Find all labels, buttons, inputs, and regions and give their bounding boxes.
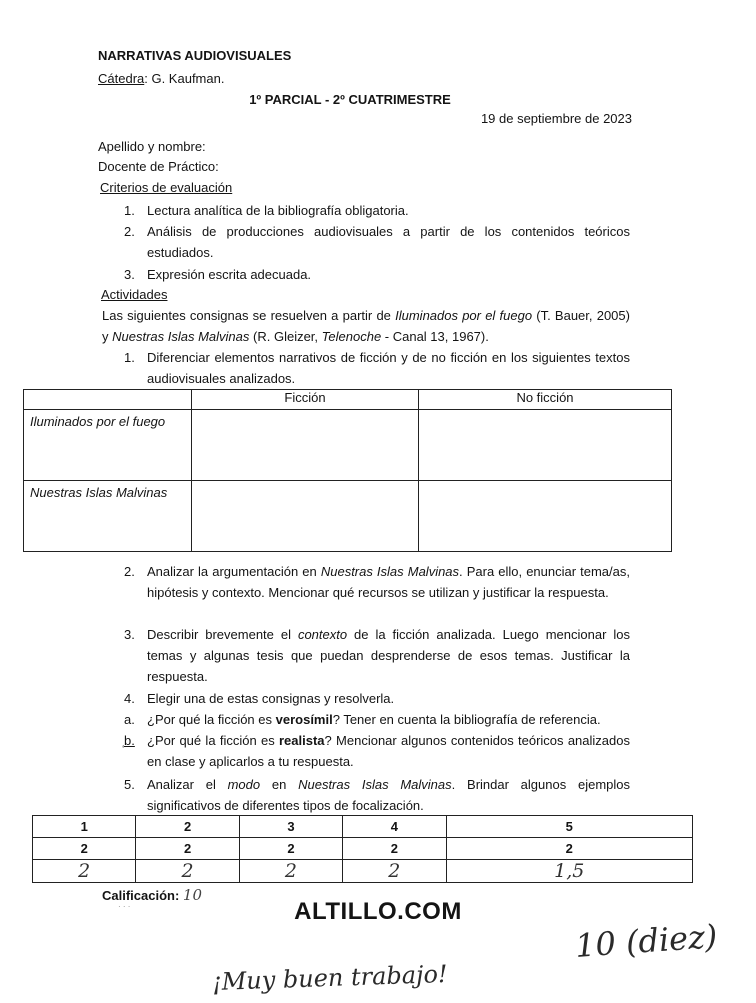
table-row <box>24 481 672 552</box>
grade-cell: 1 <box>33 816 136 838</box>
actividades-heading: Actividades <box>101 287 168 302</box>
catedra-line <box>98 71 224 86</box>
answer-cell[interactable] <box>192 410 419 481</box>
exam-heading: 1º PARCIAL - 2º CUATRIMESTRE <box>249 92 451 107</box>
item-letter: b. <box>124 733 135 748</box>
film-title: Nuestras Islas Malvinas <box>112 329 250 344</box>
intro-text: - Canal 13, 1967). <box>381 329 489 344</box>
criterio-text: Expresión escrita adecuada. <box>147 267 312 282</box>
scan-dots: · · · <box>118 902 131 911</box>
criterio-number: 1. <box>124 203 135 218</box>
handwritten-score: 2 <box>239 860 342 883</box>
max-points-row <box>33 838 693 860</box>
table-header-row <box>24 390 672 410</box>
calificacion-label: Calificación: <box>102 888 180 903</box>
activity-item-4 <box>124 688 630 709</box>
activity-item-1 <box>124 347 630 389</box>
handwritten-tick-mark: ʻ <box>122 744 125 756</box>
name-field-label: Apellido y nombre: <box>98 139 206 154</box>
criterio-item <box>124 221 630 263</box>
activity-item-5 <box>124 774 630 816</box>
grade-cell: 4 <box>343 816 446 838</box>
grade-cell: 2 <box>33 838 136 860</box>
item-text: Analizar la argumentación en Nuestras Islas Malvinas. Para ello, enunciar tema/as, hipótesis y contexto. Mencionar qué recursos se utilizan y justificar la respuesta. <box>147 564 630 600</box>
exam-date: 19 de septiembre de 2023 <box>480 111 632 126</box>
grade-cell: 2 <box>136 838 239 860</box>
activity-item-b <box>124 730 630 772</box>
answer-cell[interactable] <box>419 481 672 552</box>
intro-text: (R. Gleizer, <box>249 329 322 344</box>
docente-field-label: Docente de Práctico: <box>98 159 219 174</box>
handwritten-comment: ¡Muy buen trabajo! <box>211 959 449 997</box>
criterio-item <box>124 264 630 285</box>
grade-cell: 2 <box>446 838 693 860</box>
film-title: Iluminados por el fuego <box>395 308 533 323</box>
item-number: 5. <box>124 777 135 792</box>
table-row-label: Iluminados por el fuego <box>24 410 192 481</box>
table-row <box>24 410 672 481</box>
criterio-text: Lectura analítica de la bibliografía obligatoria. <box>147 203 409 218</box>
criterio-number: 3. <box>124 267 135 282</box>
catedra-value: : G. Kaufman. <box>144 71 225 86</box>
item-number: 4. <box>124 691 135 706</box>
item-text: ¿Por qué la ficción es realista? Mencionar algunos contenidos teóricos analizados en clase y aplicarlos a tu respuesta. <box>147 733 630 769</box>
item-text: ¿Por qué la ficción es verosímil? Tener en cuenta la bibliografía de referencia. <box>147 712 601 727</box>
course-title: NARRATIVAS AUDIOVISUALES <box>98 48 292 63</box>
activity-item-2 <box>124 561 630 603</box>
grade-cell: 2 <box>343 838 446 860</box>
intro-text: Las siguientes consignas se resuelven a partir de <box>102 308 396 323</box>
handwritten-score: 2 <box>33 860 136 883</box>
activity-item-a <box>124 709 630 730</box>
criterio-text: Análisis de producciones audiovisuales a partir de los contenidos teóricos estudiados. <box>147 224 630 260</box>
table-header <box>24 390 192 410</box>
item-text: Describir brevemente el contexto de la ficción analizada. Luego mencionar los temas y algunas tesis que puedan desprenderse de esos temas. Justificar la respuesta. <box>147 627 630 684</box>
actividades-intro <box>102 305 630 347</box>
criterios-heading: Criterios de evaluación <box>100 180 233 195</box>
table-row-label: Nuestras Islas Malvinas <box>24 481 192 552</box>
criterio-number: 2. <box>124 224 135 239</box>
activity-item-3 <box>124 624 630 687</box>
item-number: 1. <box>124 350 135 365</box>
grade-cell: 3 <box>239 816 342 838</box>
question-number-row <box>33 816 693 838</box>
table-header: Ficción <box>192 390 419 410</box>
handwritten-score: 1,5 <box>446 860 693 883</box>
item-text: Analizar el modo en Nuestras Islas Malvinas. Brindar algunos ejemplos significativos de diferentes tipos de focalización. <box>147 777 630 813</box>
calificacion-value: 10 <box>182 886 203 904</box>
grades-table <box>32 815 693 883</box>
item-text: Diferenciar elementos narrativos de ficción y de no ficción en los siguientes textos audiovisuales analizados. <box>147 350 630 386</box>
handwritten-score: 2 <box>343 860 446 883</box>
table-header: No ficción <box>419 390 672 410</box>
answer-cell[interactable] <box>192 481 419 552</box>
handwritten-final-grade: 10 (diez) <box>573 917 719 965</box>
brand-watermark: ALTILLO.COM <box>294 898 462 925</box>
item-text: Elegir una de estas consignas y resolverla. <box>147 691 395 706</box>
handwritten-score: 2 <box>136 860 239 883</box>
item-letter: a. <box>124 712 135 727</box>
item-number: 2. <box>124 564 135 579</box>
item-number: 3. <box>124 627 135 642</box>
program-title: Telenoche <box>321 329 382 344</box>
catedra-label: Cátedra <box>98 71 145 86</box>
grade-cell: 2 <box>136 816 239 838</box>
intro-text: (T. Bauer, 2005) y <box>102 308 630 344</box>
criterio-item <box>124 200 630 221</box>
ficcion-table <box>23 389 672 552</box>
grade-cell: 2 <box>239 838 342 860</box>
grade-cell: 5 <box>446 816 693 838</box>
answer-cell[interactable] <box>419 410 672 481</box>
scored-points-row <box>33 860 693 883</box>
